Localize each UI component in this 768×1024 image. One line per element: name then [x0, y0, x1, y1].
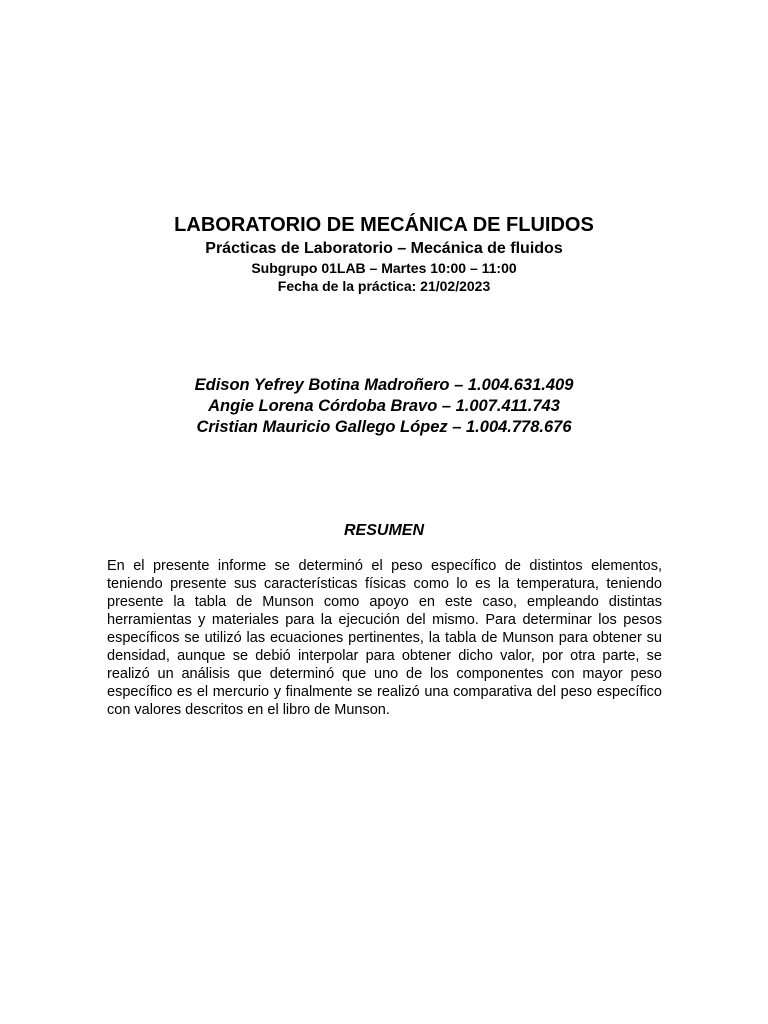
- author-line: Angie Lorena Córdoba Bravo – 1.007.411.743: [208, 397, 560, 415]
- group-schedule: Subgrupo 01LAB – Martes 10:00 – 11:00: [251, 260, 517, 276]
- abstract-heading: RESUMEN: [343, 522, 424, 539]
- document-header: [0, 213, 768, 295]
- author-line: Edison Yefrey Botina Madroñero – 1.004.631.409: [194, 376, 574, 394]
- practice-date: Fecha de la práctica: 21/02/2023: [277, 278, 491, 294]
- author-list: [0, 375, 768, 438]
- abstract-text: En el presente informe se determinó el peso específico de distintos elementos, teniendo presente sus características físicas como lo es la temperatura, teniendo presente la tabla de Munson como apoyo en este caso, empleando distintas herramientas y materiales para la ejecución del mismo. Para determinar los pesos específicos se utilizó las ecuaciones pertinentes, la tabla de Munson para obtener su densidad, aunque se debió interpolar para obtener dicho valor, por otra parte, se realizó un análisis que determinó que uno de los componentes con mayor peso específico es el mercurio y finalmente se realizó una comparativa del peso específico con valores descritos en el libro de Munson.: [107, 558, 662, 718]
- document-subtitle: Prácticas de Laboratorio – Mecánica de fluidos: [205, 240, 563, 257]
- author-line: Cristian Mauricio Gallego López – 1.004.778.676: [196, 418, 572, 436]
- document-title: LABORATORIO DE MECÁNICA DE FLUIDOS: [174, 214, 594, 236]
